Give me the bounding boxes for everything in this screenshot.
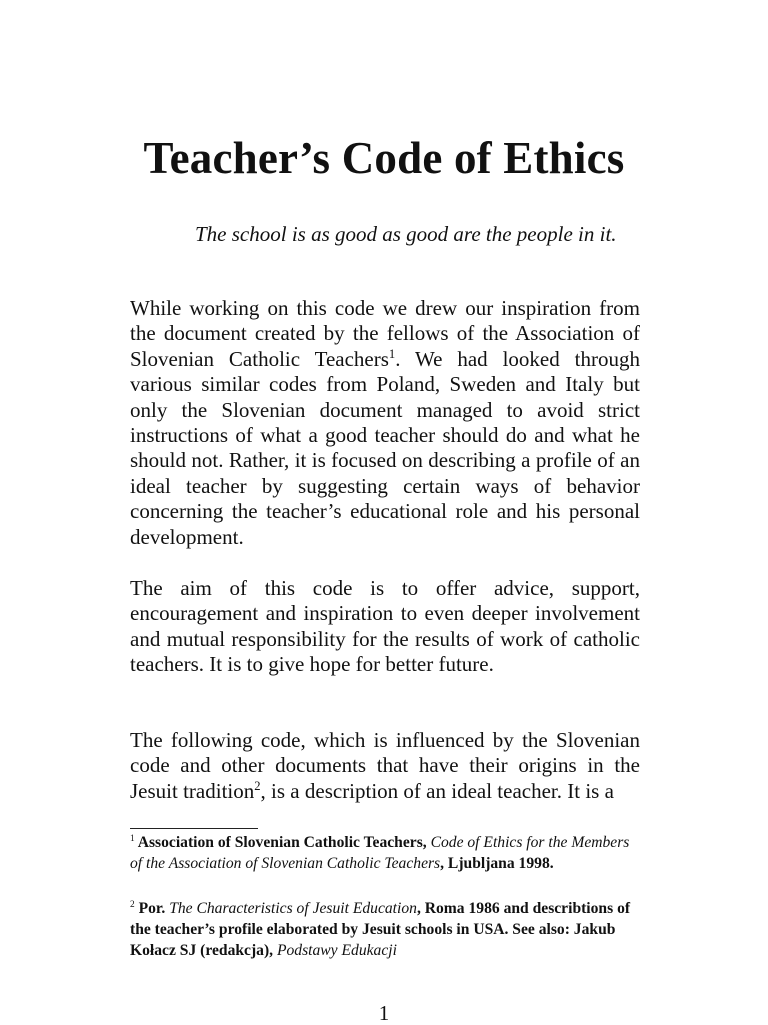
footnote-bold-text: , Roma 1986 and describtions of the teacher’s profile elaborated by Jesuit schools in USA. See also: Jakub Kołacz SJ (redakcja),	[130, 900, 631, 959]
paragraph-aim: The aim of this code is to offer advice, support, encouragement and inspiration to even deeper involvement and mutual responsibility for the results of work of catholic teachers. It is to give hope for better future.	[130, 576, 640, 677]
paragraph-following-code	[130, 728, 640, 804]
footnote-mark: 1	[130, 833, 135, 844]
footnote-italic-text: Code of Ethics for the Members of the Association of Slovenian Catholic Teachers	[130, 834, 630, 872]
footnote-bold-text: , Ljubljana 1998.	[440, 855, 554, 872]
footnote-italic-text: Podstawy Edukacji	[273, 942, 397, 959]
page-title: Teacher’s Code of Ethics	[143, 133, 625, 183]
paragraph-intro	[130, 296, 640, 550]
page-number: 1	[378, 1001, 390, 1025]
footnote-italic-text: The Characteristics of Jesuit Education	[165, 900, 417, 917]
paragraph-text: While working on this code we drew our inspiration from the document created by the fellows of the Association of Slovenian Catholic Teachers	[130, 296, 640, 371]
footnote-divider	[130, 828, 258, 829]
footnote-mark: 2	[130, 899, 135, 910]
footnote-bold-text: Por.	[134, 900, 166, 917]
footnote-1	[130, 832, 640, 874]
footnote-2	[130, 898, 640, 961]
footnote-ref-2: 2	[254, 778, 261, 793]
footnote-bold-text: Association of Slovenian Catholic Teachers,	[134, 834, 427, 851]
paragraph-text: The following code, which is influenced by the Slovenian code and other documents that have their origins in the Jesuit tradition	[130, 728, 640, 803]
paragraph-text: . We had looked through various similar codes from Poland, Sweden and Italy but only the Slovenian document managed to avoid strict instructions of what a good teacher should do and what he should not. Rather, it is focused on describing a profile of an ideal teacher by suggesting certain ways of behavior concerning the teacher’s educational role and his personal development.	[130, 346, 640, 549]
footnote-ref-1: 1	[388, 346, 396, 361]
motto: The school is as good as good are the people in it.	[195, 222, 617, 246]
paragraph-text: , is a description of an ideal teacher. It is a	[260, 778, 614, 803]
